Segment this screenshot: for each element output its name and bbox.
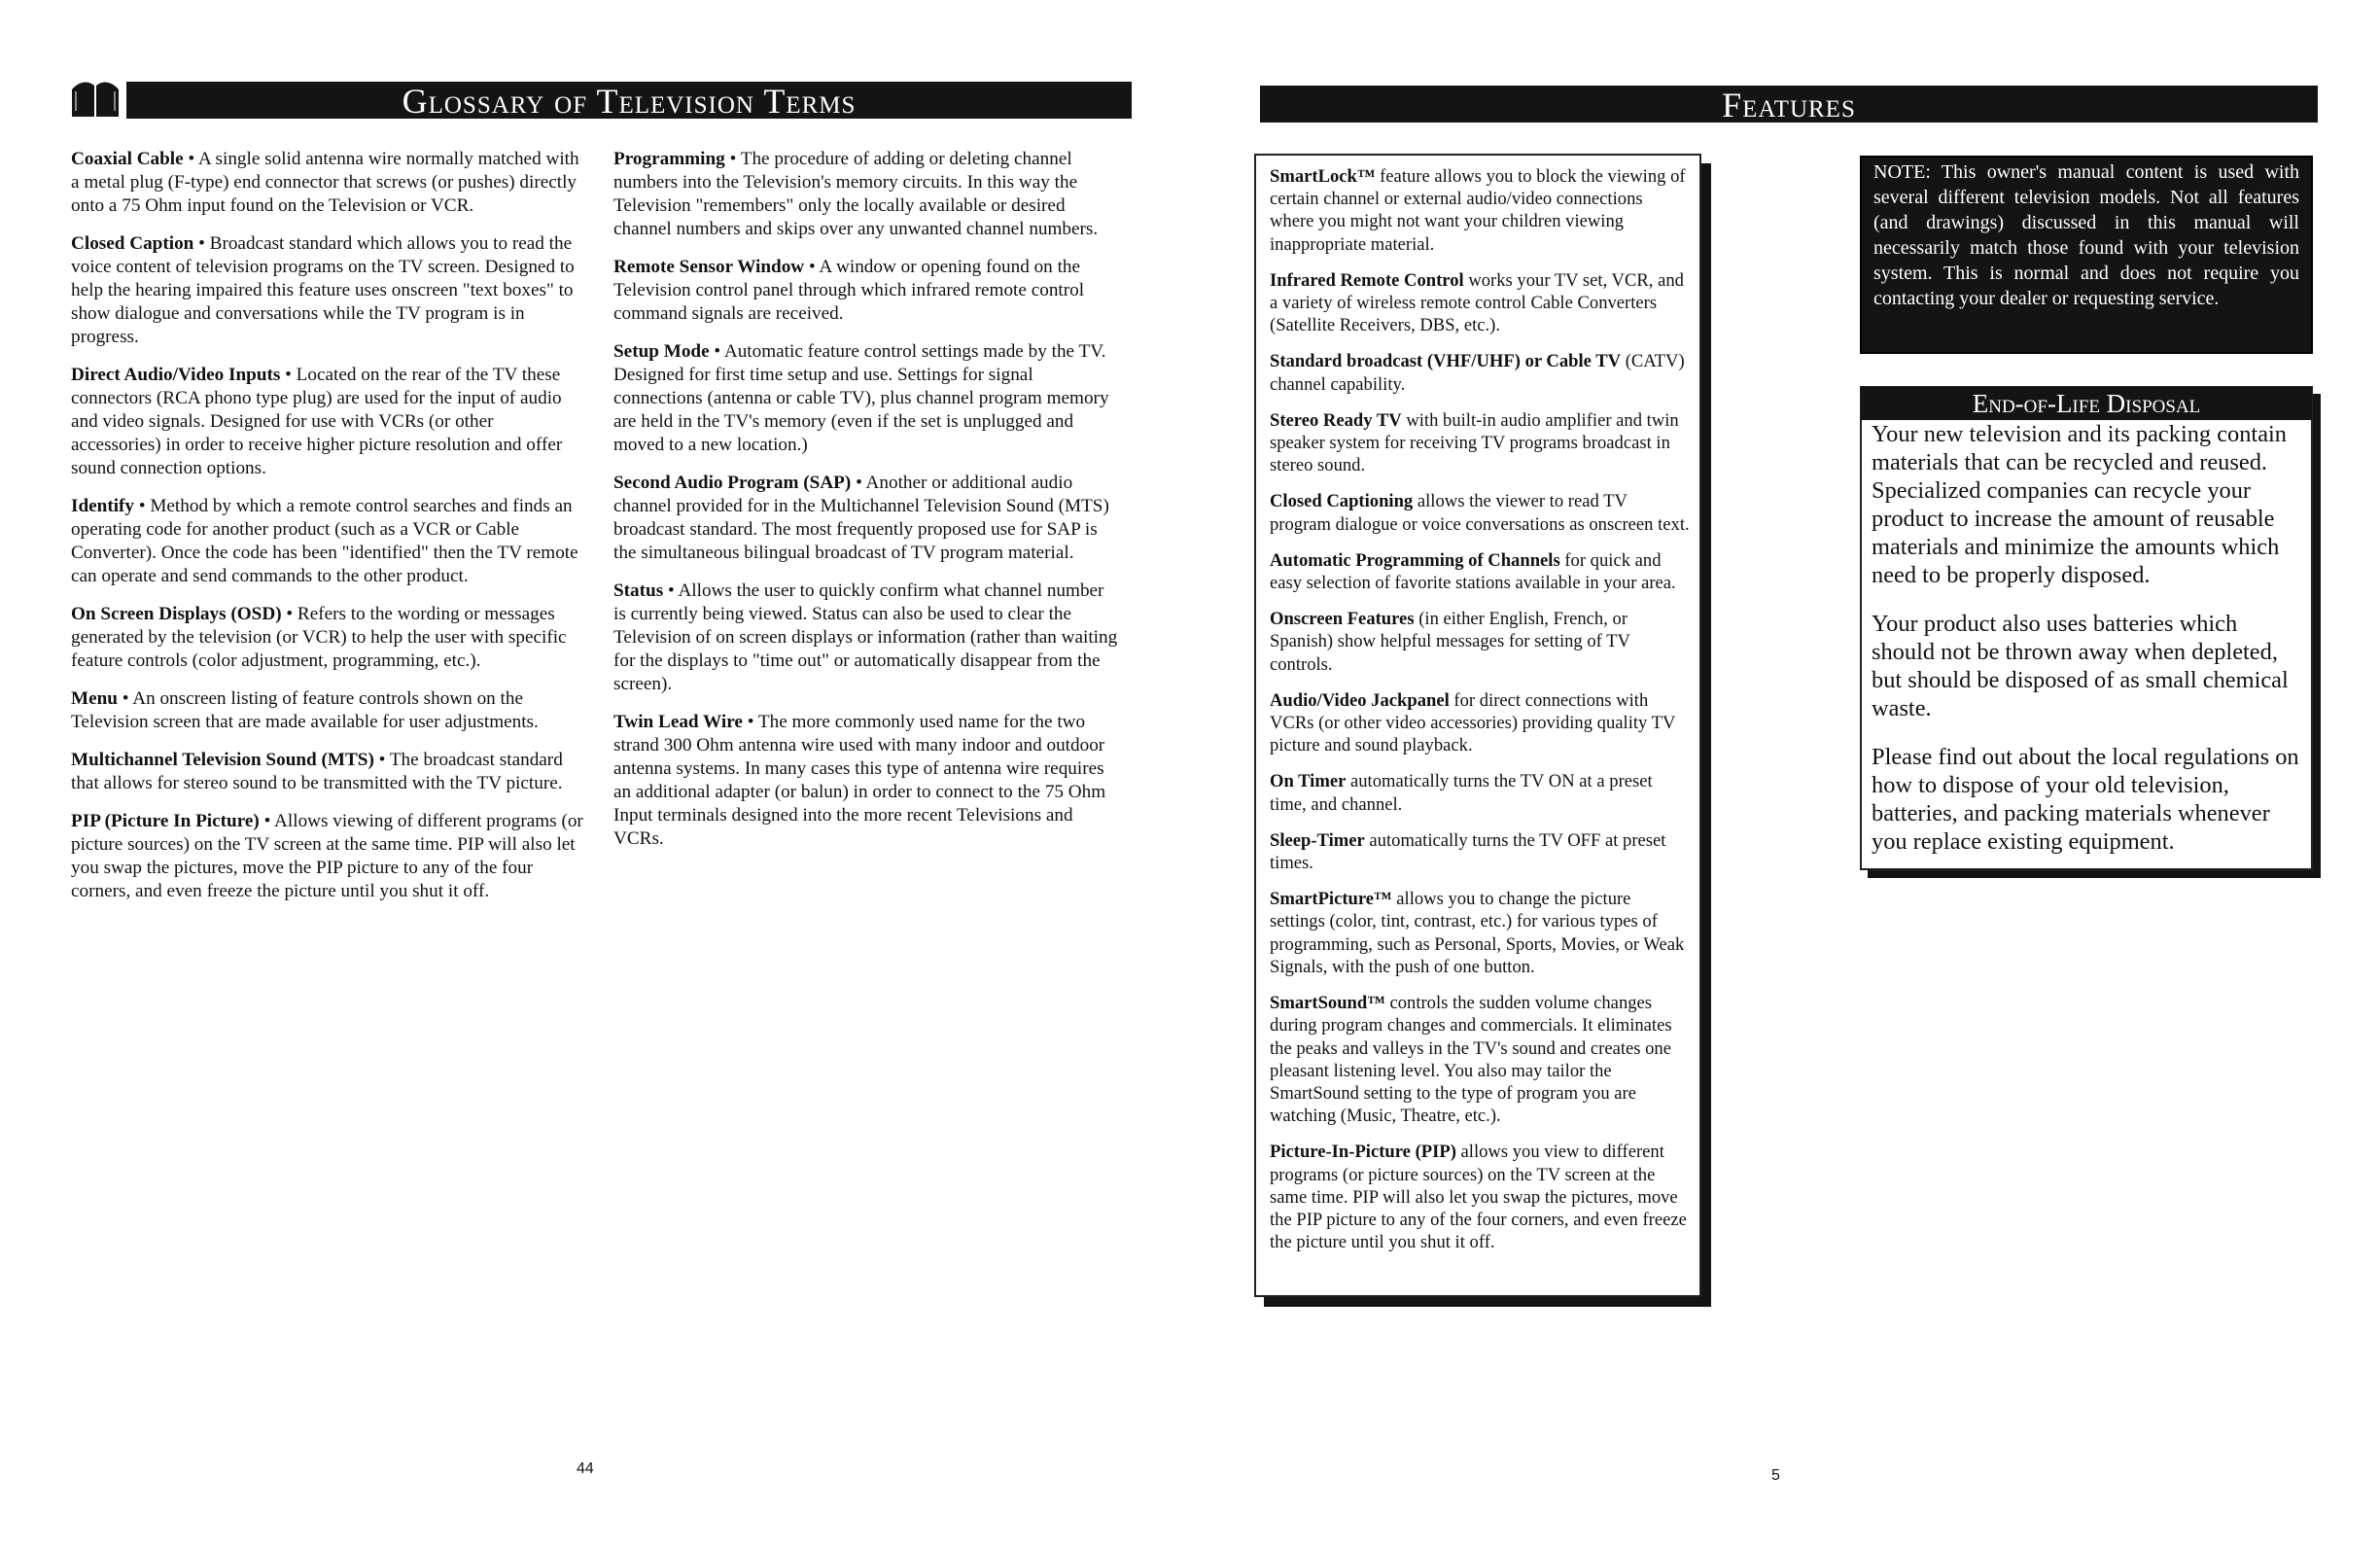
glossary-entry: Direct Audio/Video Inputs • Located on the rear of the TV these connectors (RCA phono type plug) are used for the input of audio and video signals. Designed for use with VCRs (or other accessories) in order to receive higher picture resolution and offer sound connection options. bbox=[71, 365, 563, 478]
open-book-icon bbox=[70, 78, 121, 119]
feature-item: Standard broadcast (VHF/UHF) or Cable TV (CATV) channel capability. bbox=[1270, 351, 1685, 395]
end-of-life-paragraph: Your product also uses batteries which should not be thrown away when depleted, but should be disposed of as small chemical waste. bbox=[1872, 611, 2289, 721]
end-of-life-paragraph: Please find out about the local regulations on how to dispose of your old television, batteries, and packing materials whenever you replace existing equipment. bbox=[1872, 744, 2299, 855]
feature-item: Automatic Programming of Channels for quick and easy selection of favorite stations available in your area. bbox=[1270, 549, 1676, 594]
feature-item: Picture-In-Picture (PIP) allows you view to different programs (or picture sources) on the TV screen at the same time. PIP will also let you swap the pictures, move the PIP picture to any of the four corners, and even freeze the picture until you shut it off. bbox=[1270, 1142, 1687, 1253]
feature-item: Sleep-Timer automatically turns the TV OFF at preset times. bbox=[1270, 829, 1666, 874]
glossary-entry: Setup Mode • Automatic feature control settings made by the TV. Designed for first time setup and use. Settings for signal connections (antenna or cable TV), plus channel program memory are held in the TV's memory (even if the set is unplugged and moved to a new location.) bbox=[613, 341, 1109, 455]
end-of-life-paragraph: Your new television and its packing contain materials that can be recycled and reused. Specialized companies can recycle your product to increase the amount of reusable materials and minimize the amounts which need to be properly disposed. bbox=[1872, 421, 2288, 588]
feature-item: Stereo Ready TV with built-in audio amplifier and twin speaker system for receiving TV programs broadcast in stereo sound. bbox=[1270, 409, 1679, 476]
feature-item: Infrared Remote Control works your TV set, VCR, and a variety of wireless remote control Cable Converters (Satellite Receivers, DBS, etc.). bbox=[1270, 269, 1684, 336]
glossary-entry: Menu • An onscreen listing of feature controls shown on the Television screen that are made available for user adjustments. bbox=[71, 688, 539, 732]
glossary-column-right bbox=[613, 148, 1119, 865]
page-number-left: 44 bbox=[577, 1460, 594, 1477]
end-of-life-body bbox=[1862, 420, 2311, 856]
glossary-entry: Status • Allows the user to quickly confirm what channel number is currently being viewed. Status can also be used to clear the Television of on screen displays or information (rather than waiting for the displays to "time out" or automatically disappear from the screen). bbox=[613, 580, 1118, 694]
feature-item: Audio/Video Jackpanel for direct connections with VCRs (or other video accessories) providing quality TV picture and sound playback. bbox=[1270, 689, 1676, 756]
feature-item: Closed Captioning allows the viewer to read TV program dialogue or voice conversations as onscreen text. bbox=[1270, 491, 1690, 535]
glossary-entry: PIP (Picture In Picture) • Allows viewing of different programs (or picture sources) on the TV screen at the same time. PIP will also let you swap the pictures, move the PIP picture to any of the four corners, and even freeze the picture until you shut it off. bbox=[71, 811, 583, 901]
glossary-entry: Closed Caption • Broadcast standard which allows you to read the voice content of television programs on the TV screen. Designed to help the hearing impaired this feature uses onscreen "text boxes" to show dialogue and conversations while the TV program is in progress. bbox=[71, 233, 575, 347]
glossary-entry: Identify • Method by which a remote control searches and finds an operating code for another product (such as a VCR or Cable Converter). Once the code has been "identified" then the TV remote can operate and send commands to the other product. bbox=[71, 496, 578, 586]
page-number-right: 5 bbox=[1771, 1467, 1780, 1484]
end-of-life-disposal-box bbox=[1860, 386, 2313, 870]
glossary-column-left bbox=[71, 148, 586, 918]
end-of-life-title: End-of-Life Disposal bbox=[1861, 387, 2312, 420]
feature-item: SmartPicture™ allows you to change the picture settings (color, tint, contrast, etc.) for various types of programming, such as Personal, Sports, Movies, or Weak Signals, with the push of one button. bbox=[1270, 889, 1685, 977]
features-list bbox=[1270, 165, 1690, 1267]
note-box: NOTE: This owner's manual content is used with several different television models. Not all features (and drawings) discussed in this manual will necessarily match those found with your television system. This is normal and does not require you contacting your dealer or requesting service. bbox=[1860, 156, 2313, 354]
glossary-entry: Remote Sensor Window • A window or opening found on the Television control panel through which infrared remote control command signals are received. bbox=[613, 257, 1085, 324]
feature-item: SmartSound™ controls the sudden volume changes during program changes and commercials. It eliminates the peaks and valleys in the TV's sound and creates one pleasant listening level. You also may tailor the SmartSound setting to the type of program you are watching (Music, Theatre, etc.). bbox=[1270, 993, 1672, 1127]
feature-item: SmartLock™ feature allows you to block the viewing of certain channel or external audio/video connections where you might not want your children viewing inappropriate material. bbox=[1270, 166, 1686, 255]
glossary-entry: On Screen Displays (OSD) • Refers to the wording or messages generated by the television (or VCR) to help the user with specific feature controls (color adjustment, programming, etc.). bbox=[71, 604, 567, 671]
glossary-entry: Coaxial Cable • A single solid antenna wire normally matched with a metal plug (F-type) end connector that screws (or pushes) directly onto a 75 Ohm input found on the Television or VCR. bbox=[71, 149, 579, 216]
glossary-entry: Twin Lead Wire • The more commonly used name for the two strand 300 Ohm antenna wire used with many indoor and outdoor antenna systems. In many cases this type of antenna wire requires an additional adapter (or balun) in order to connect to the 75 Ohm Input terminals designed into the more recent Televisions and VCRs. bbox=[613, 712, 1106, 849]
feature-item: Onscreen Features (in either English, French, or Spanish) show helpful messages for setting of TV controls. bbox=[1270, 609, 1630, 675]
features-title-banner: Features bbox=[1260, 86, 2318, 123]
glossary-entry: Multichannel Television Sound (MTS) • The broadcast standard that allows for stereo sound to be transmitted with the TV picture. bbox=[71, 750, 563, 793]
glossary-entry: Second Audio Program (SAP) • Another or additional audio channel provided for in the Multichannel Television Sound (MTS) broadcast standard. The most frequently proposed use for SAP is the simultaneous bilingual broadcast of TV program material. bbox=[613, 473, 1109, 563]
glossary-title-banner: Glossary of Television Terms bbox=[126, 82, 1132, 119]
features-box bbox=[1254, 154, 1701, 1297]
glossary-entry: Programming • The procedure of adding or deleting channel numbers into the Television's memory circuits. In this way the Television "remembers" only the locally available or desired channel numbers and skips over any unwanted channel numbers. bbox=[613, 149, 1099, 239]
feature-item: On Timer automatically turns the TV ON at a preset time, and channel. bbox=[1270, 771, 1653, 815]
